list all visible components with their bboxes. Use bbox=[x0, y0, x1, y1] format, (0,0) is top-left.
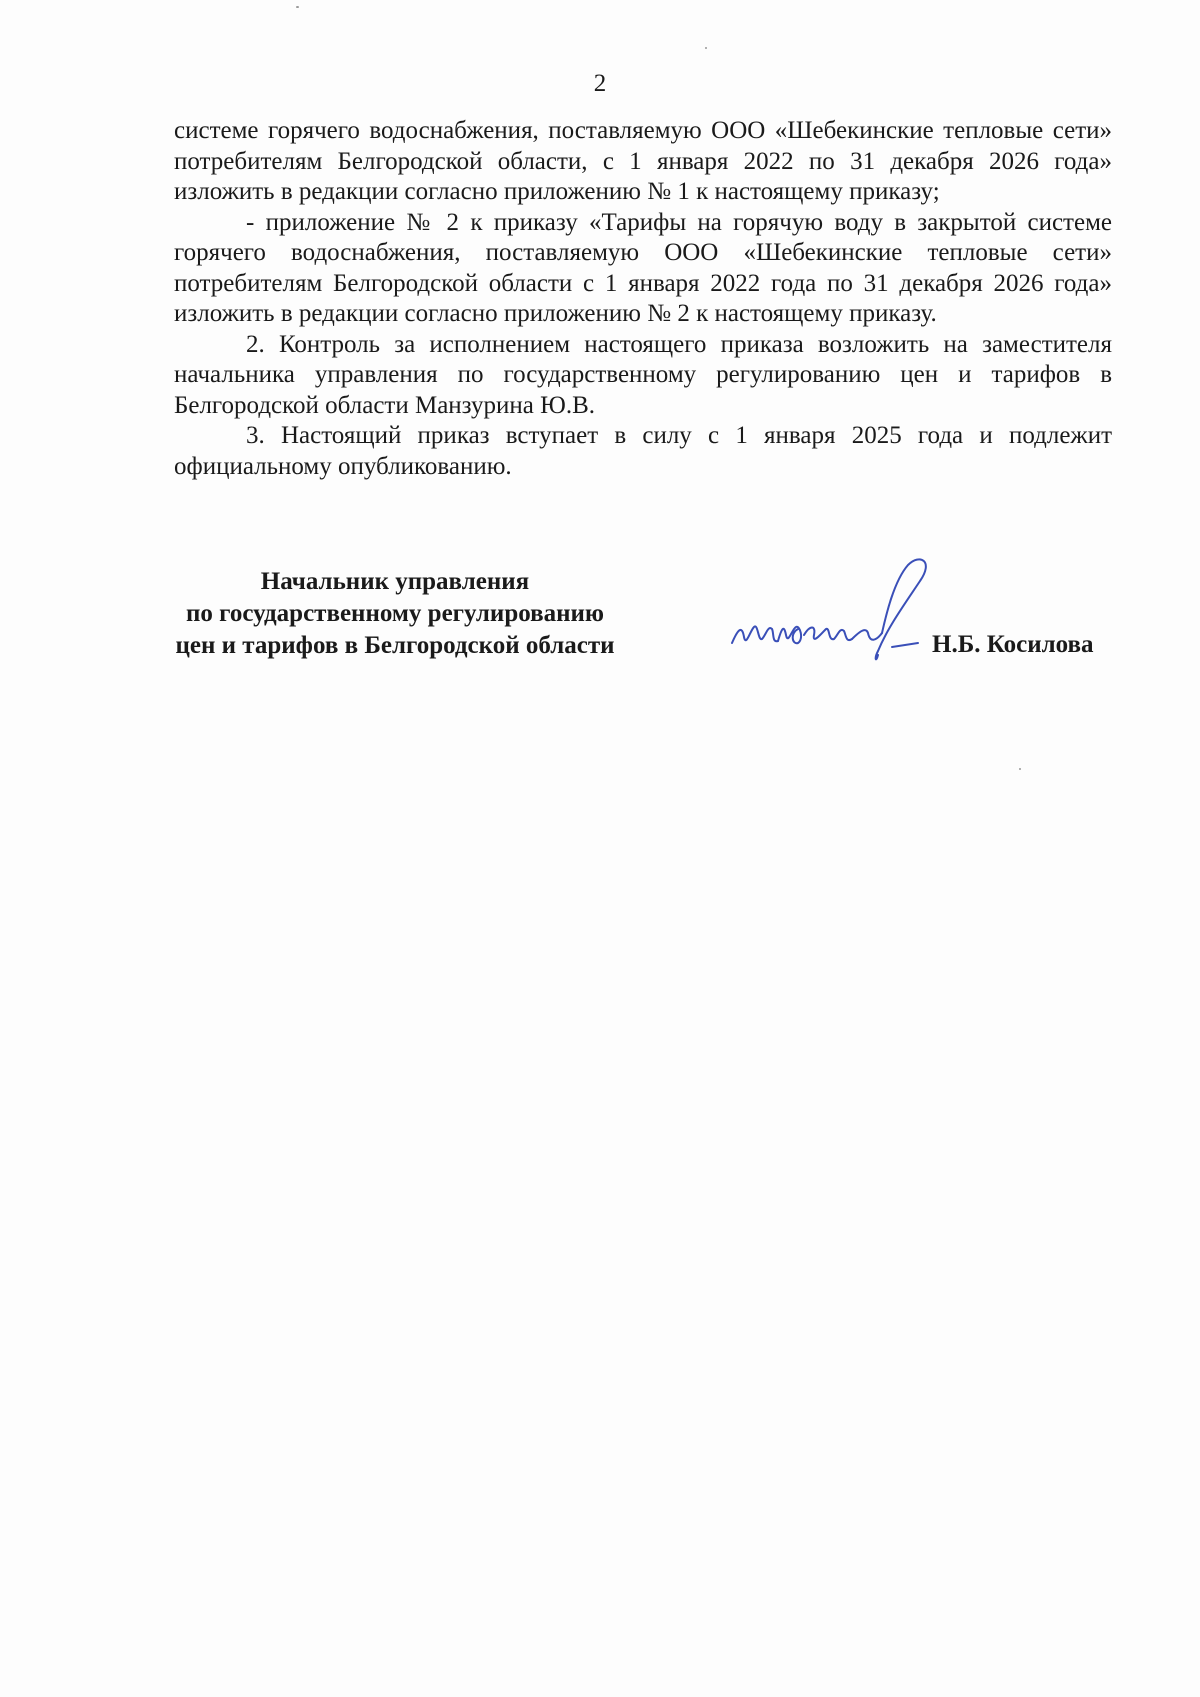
signer-title-line-2: по государственному регулированию bbox=[185, 600, 605, 627]
paragraph-effective-date: 3. Настоящий приказ вступает в силу с 1 января 2025 года и подлежит официальному опубликованию. bbox=[174, 422, 1112, 480]
paragraph-appendix-2: - приложение № 2 к приказу «Тарифы на горячую воду в закрытой системе горячего водоснабжения, поставляемую ООО «Шебекинские тепловые сети» потребителям Белгородской области с 1 января 2022 года по 31 декабря 2026 года» изложить в редакции согласно приложению № 2 к настоящему приказу. bbox=[174, 208, 1112, 327]
signer-title-line-3: цен и тарифов в Белгородской области bbox=[175, 632, 615, 659]
scan-speck bbox=[296, 6, 299, 8]
page-number: 2 bbox=[593, 70, 607, 97]
scan-speck bbox=[1019, 768, 1021, 770]
signature-block bbox=[0, 0, 1200, 700]
handwritten-signature bbox=[728, 555, 938, 670]
paragraph-control: 2. Контроль за исполнением настоящего приказа возложить на заместителя начальника управления по государственному регулированию цен и тарифов в Белгородской области Манзурина Ю.В. bbox=[174, 330, 1112, 419]
signer-title-line-1: Начальник управления bbox=[260, 568, 530, 595]
scan-speck bbox=[705, 47, 707, 49]
signer-name: Н.Б. Косилова bbox=[932, 631, 1094, 658]
paragraph-continuation: системе горячего водоснабжения, поставляемую ООО «Шебекинские тепловые сети» потребителям Белгородской области, с 1 января 2022 по 31 декабря 2026 года» изложить в редакции согласно приложению № 1 к настоящему приказу; bbox=[174, 117, 1112, 205]
